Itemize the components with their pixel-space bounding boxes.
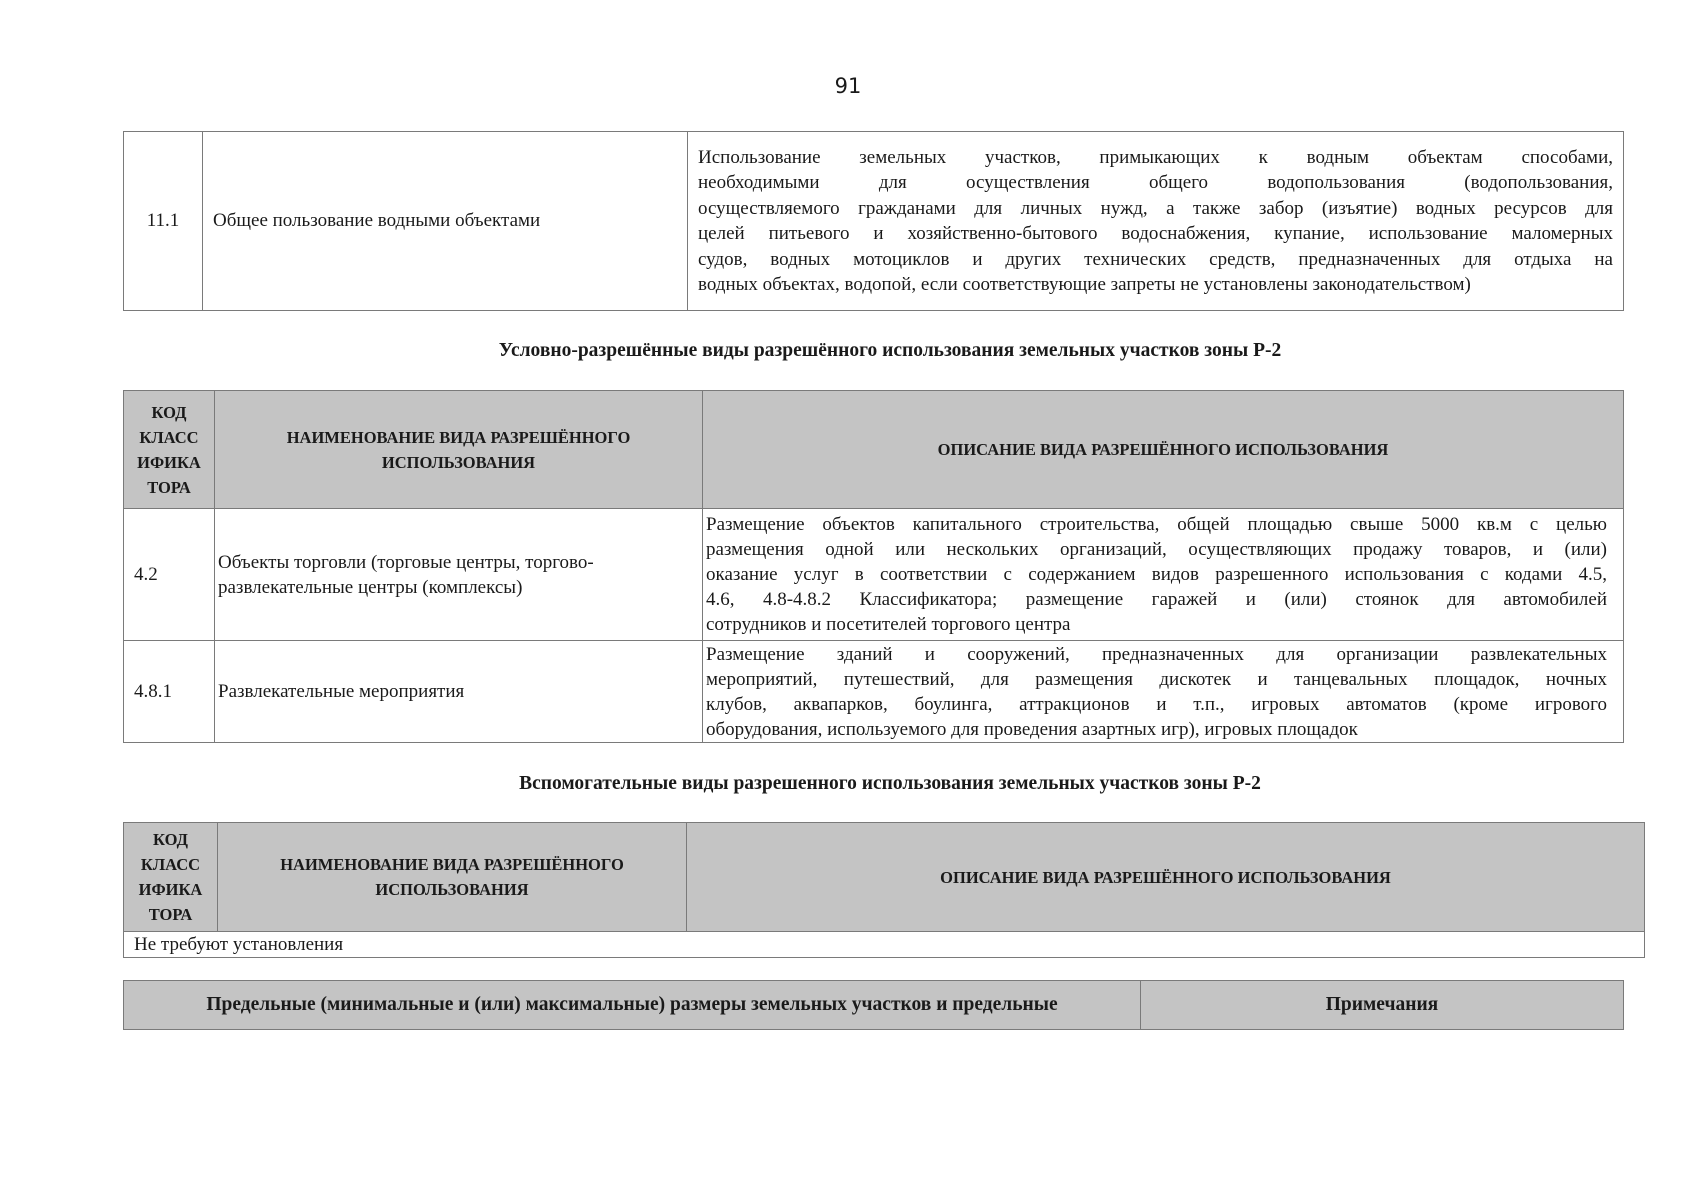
page-number: 91 (834, 74, 862, 98)
section-heading-auxiliary: Вспомогательные виды разрешенного использования земельных участков зоны Р-2 (519, 773, 1261, 794)
classifier-code: 4.2 (124, 509, 215, 641)
description-line: мероприятий, путешествий, для размещения дискотек и танцевальных площадок, ночных (706, 668, 1607, 690)
header-name: НАИМЕНОВАНИЕ ВИДА РАЗРЕШЁННОГО ИСПОЛЬЗОВАНИЯ (218, 823, 687, 932)
table-header-row (124, 391, 1624, 509)
table-row (124, 509, 1624, 641)
description-line: Использование земельных участков, примыкающих к водным объектам способами, (698, 146, 1613, 168)
use-description (703, 641, 1624, 743)
permitted-use-table-continued (123, 131, 1624, 311)
description-line: целей питьевого и хозяйственно-бытового водоснабжения, купание, использование маломерных (698, 223, 1613, 244)
description-line: оказание услуг в соответствии с содержанием видов разрешенного использования с кодами 4.5, (706, 564, 1607, 585)
limits-table (123, 980, 1624, 1030)
use-name: Объекты торговли (торговые центры, торгово-развлекательные центры (комплексы) (215, 509, 703, 641)
table-header-row (124, 981, 1624, 1030)
section-heading-conditional: Условно-разрешённые виды разрешённого использования земельных участков зоны Р-2 (498, 340, 1282, 361)
not-required-note: Не требуют установления (124, 932, 1645, 958)
description-line: судов, водных мотоциклов и других технических средств, предназначенных для отдыха на (698, 248, 1613, 270)
header-name: НАИМЕНОВАНИЕ ВИДА РАЗРЕШЁННОГО ИСПОЛЬЗОВАНИЯ (215, 391, 703, 509)
header-code: КОД КЛАСС ИФИКА ТОРА (124, 391, 215, 509)
description-line: Размещение объектов капитального строительства, общей площадью свыше 5000 кв.м с целью (706, 514, 1607, 535)
description-line: осуществляемого гражданами для личных нужд, а также забор (изъятие) водных ресурсов для (698, 197, 1613, 219)
description-line: клубов, аквапарков, боулинга, аттракционов и т.п., игровых автоматов (кроме игрового (706, 693, 1607, 715)
use-description (688, 132, 1624, 311)
description-line: Размещение зданий и сооружений, предназначенных для организации развлекательных (706, 643, 1607, 665)
classifier-code: 11.1 (124, 132, 203, 311)
table-row (124, 132, 1624, 311)
description-line: оборудования, используемого для проведения азартных игр), игровых площадок (706, 718, 1358, 740)
description-line: водных объектах, водопой, если соответствующие запреты не установлены законодательством) (698, 274, 1471, 295)
header-description: ОПИСАНИЕ ВИДА РАЗРЕШЁННОГО ИСПОЛЬЗОВАНИЯ (703, 391, 1624, 509)
header-description: ОПИСАНИЕ ВИДА РАЗРЕШЁННОГО ИСПОЛЬЗОВАНИЯ (687, 823, 1645, 932)
auxiliary-use-table (123, 822, 1645, 958)
description-line: 4.6, 4.8-4.8.2 Классификатора; размещение гаражей и (или) стоянок для автомобилей (706, 589, 1607, 610)
table-header-row (124, 823, 1645, 932)
header-limits: Предельные (минимальные и (или) максимальные) размеры земельных участков и предельные (124, 981, 1141, 1030)
conditional-use-table (123, 390, 1624, 743)
use-name: Общее пользование водными объектами (203, 132, 688, 311)
classifier-code: 4.8.1 (124, 641, 215, 743)
header-code: КОД КЛАСС ИФИКА ТОРА (124, 823, 218, 932)
table-row (124, 932, 1645, 958)
description-line: сотрудников и посетителей торгового центра (706, 614, 1071, 635)
use-description (703, 509, 1624, 641)
description-line: размещения одной или нескольких организаций, осуществляющих продажу товаров, и (или) (706, 539, 1607, 560)
description-line: необходимыми для осуществления общего водопользования (водопользования, (698, 172, 1613, 193)
use-name: Развлекательные мероприятия (215, 641, 703, 743)
table-row (124, 641, 1624, 743)
header-notes: Примечания (1141, 981, 1624, 1030)
